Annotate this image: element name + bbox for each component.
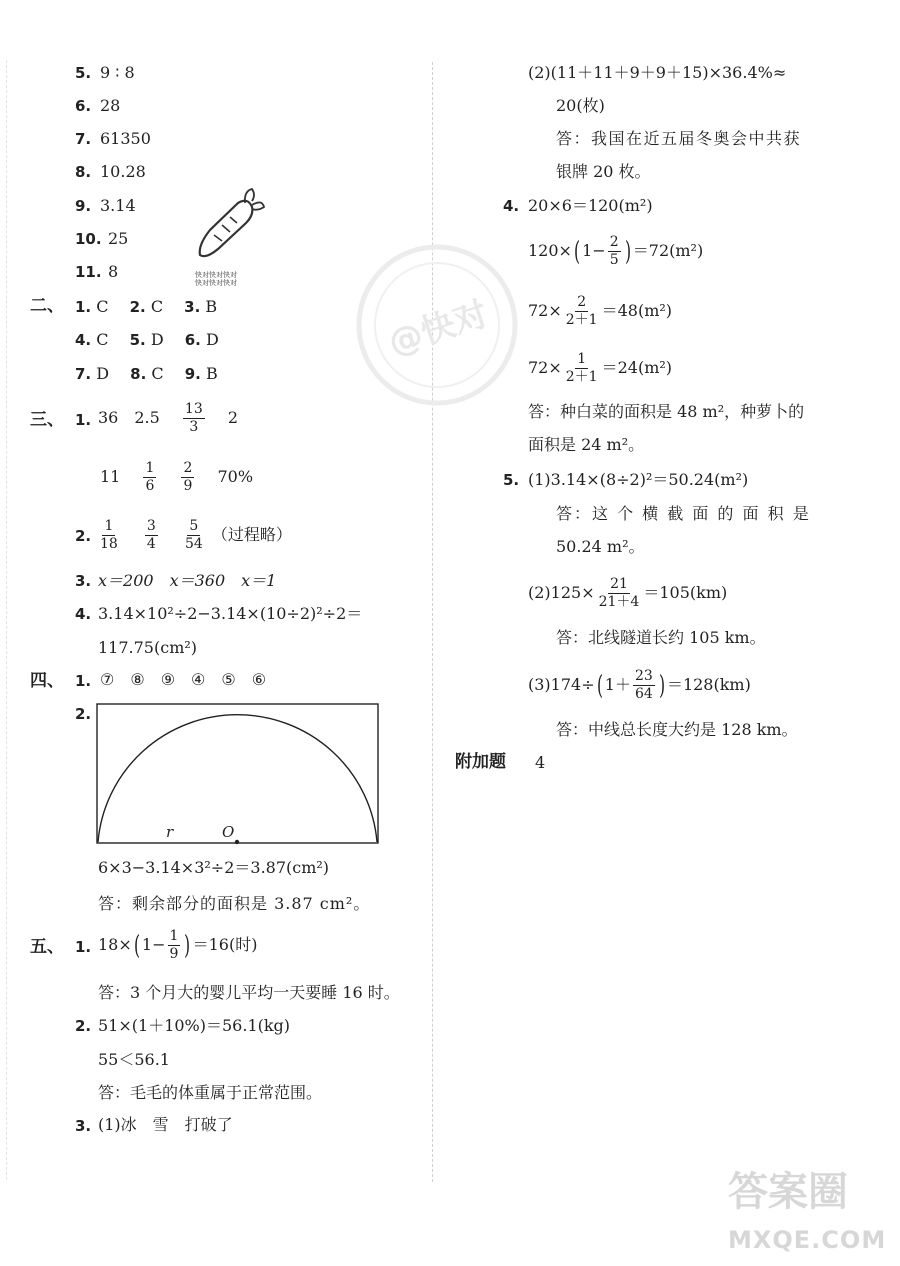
choice-row xyxy=(75,366,218,382)
q-number: 2. xyxy=(129,298,146,316)
q-number: 6. xyxy=(75,97,92,115)
q-number: 10. xyxy=(75,230,102,248)
q-number: 5. xyxy=(503,471,520,489)
calc-line: 55＜56.1 xyxy=(98,1050,170,1069)
answer-sentence: 答：这 个 横 截 面 的 面 积 是 xyxy=(556,504,811,523)
denominator: 2＋1 xyxy=(565,369,598,385)
denominator: 2＋1 xyxy=(565,312,598,328)
bonus-question-label: 附加题 xyxy=(455,752,506,772)
calc-line-fraction xyxy=(528,226,703,277)
mascot-caption-line: 快对快对快对 xyxy=(195,271,237,279)
q-number: 3. xyxy=(75,1117,92,1135)
semicircle-in-rectangle-diagram xyxy=(96,703,380,845)
denominator: 9 xyxy=(183,478,193,494)
q-number: 2. xyxy=(75,527,92,545)
right-paren: ) xyxy=(624,236,631,267)
fraction xyxy=(564,352,600,384)
right-paren: ) xyxy=(184,930,191,961)
numerator: 2 xyxy=(183,460,193,477)
calc-line-fraction xyxy=(528,286,672,336)
value: 36 xyxy=(98,408,119,427)
q-number: 3. xyxy=(75,572,92,590)
answer-sentence: 答：中线总长度大约是 128 km。 xyxy=(556,720,798,739)
calc-part: (3)174÷ xyxy=(528,675,595,694)
denominator: 18 xyxy=(100,536,118,552)
fraction xyxy=(564,295,600,327)
answer-text: 28 xyxy=(100,96,121,115)
answer-text: (1)冰 雪 打破了 xyxy=(98,1115,233,1134)
mascot-caption xyxy=(195,271,237,288)
calc-line: 20×6＝120(m²) xyxy=(528,196,653,215)
calc-part: 1− xyxy=(582,241,606,260)
calc-part: 72× xyxy=(528,301,562,320)
numerator: 1 xyxy=(145,460,155,477)
q-number: 1. xyxy=(75,938,92,956)
calc-part: ＝105(km) xyxy=(643,583,728,602)
calc-line-fraction xyxy=(528,660,751,711)
q-number: 3. xyxy=(184,298,201,316)
q-number: 1. xyxy=(75,411,92,429)
calc-line-fraction xyxy=(528,343,672,393)
left-paren: ( xyxy=(596,670,603,701)
fraction xyxy=(597,577,642,609)
calc-line: (2)(11＋11＋9＋9＋15)×36.4%≈ xyxy=(528,63,787,82)
q-number: 7. xyxy=(75,130,92,148)
q-number: 8. xyxy=(130,365,147,383)
numerator: 2 xyxy=(609,234,619,251)
answer-text: 9 ∶ 8 xyxy=(100,63,135,82)
choice-answer: D xyxy=(96,364,110,383)
choice-row xyxy=(75,332,219,348)
numerator: 13 xyxy=(184,401,203,418)
numerator: 1 xyxy=(104,518,114,535)
mascot-caption-line: 快对快对快对 xyxy=(195,279,237,288)
q-number: 1. xyxy=(75,672,92,690)
numerator: 21 xyxy=(610,576,628,593)
numerator: 5 xyxy=(189,518,199,535)
semicircle-arc xyxy=(98,715,377,842)
q-number: 1. xyxy=(75,298,92,316)
answer-sentence: 面积是 24 m²。 xyxy=(528,435,645,454)
numerator: 23 xyxy=(634,668,653,685)
q-number: 5. xyxy=(75,64,92,82)
calc-part: (2)125× xyxy=(528,583,595,602)
carrot-mascot-icon xyxy=(190,185,265,265)
calc-line: 51×(1＋10%)＝56.1(kg) xyxy=(98,1016,291,1035)
calc-line: 117.75(cm²) xyxy=(98,638,198,657)
choice-answer: B xyxy=(205,364,218,383)
watermark-stamp xyxy=(352,240,522,410)
watermark-text: @快对 xyxy=(383,294,493,364)
value: 2.5 xyxy=(134,408,160,427)
answer-text: 8 xyxy=(108,262,119,281)
q-number: 6. xyxy=(184,331,201,349)
numerator: 2 xyxy=(577,294,587,311)
answer-sentence: 50.24 m²。 xyxy=(556,537,645,556)
section-label: 四、 xyxy=(30,671,64,691)
center-point xyxy=(235,840,239,844)
numerator: 1 xyxy=(169,928,179,945)
calc-line: 6×3−3.14×3²÷2＝3.87(cm²) xyxy=(98,858,330,877)
left-paren: ( xyxy=(133,930,140,961)
q-number: 4. xyxy=(503,197,520,215)
q-number: 7. xyxy=(75,365,92,383)
calc-line: 3.14×10²÷2−3.14×(10÷2)²÷2＝ xyxy=(98,604,363,623)
calc-part: 120× xyxy=(528,241,572,260)
choice-answer: B xyxy=(205,297,218,316)
denominator: 3 xyxy=(189,419,199,435)
q-number: 2. xyxy=(75,1017,92,1035)
denominator: 9 xyxy=(169,946,179,962)
fraction xyxy=(608,235,621,267)
answer-sentence: 答：剩余部分的面积是 3.87 cm²。 xyxy=(98,894,371,913)
calc-part: ＝72(m²) xyxy=(632,241,704,260)
left-paren: ( xyxy=(573,236,581,267)
calc-part: ＝48(m²) xyxy=(601,301,673,320)
value: 11 xyxy=(100,467,121,486)
answer-sentence: 答：3 个月大的婴儿平均一天要睡 16 时。 xyxy=(98,983,400,1002)
equation-solutions: x＝200 x＝360 x＝1 xyxy=(98,571,277,590)
q1-row2 xyxy=(100,452,253,502)
numerator: 3 xyxy=(146,518,156,535)
fraction xyxy=(181,461,194,493)
q-number: 11. xyxy=(75,263,102,281)
denominator: 6 xyxy=(145,478,155,494)
fraction xyxy=(183,402,205,434)
choice-row xyxy=(75,299,217,315)
value: 2 xyxy=(227,408,239,427)
calc-part: 72× xyxy=(528,358,562,377)
answer-text: 61350 xyxy=(100,129,151,148)
calc-part: ＝24(m²) xyxy=(601,358,673,377)
choice-answer: C xyxy=(96,330,109,349)
left-margin-line xyxy=(6,60,7,1180)
numerator: 1 xyxy=(577,351,587,368)
choice-answer: C xyxy=(150,297,164,316)
order-answer: ⑦ ⑧ ⑨ ④ ⑤ ⑥ xyxy=(100,670,267,689)
denominator: 54 xyxy=(184,536,203,552)
right-paren: ) xyxy=(658,670,665,701)
choice-answer: C xyxy=(96,297,109,316)
fraction xyxy=(145,519,158,551)
q-number: 4. xyxy=(75,331,92,349)
answer-sentence: 答：我国在近五届冬奥会中共获 xyxy=(556,129,802,148)
choice-answer: D xyxy=(150,330,164,349)
fraction xyxy=(143,461,156,493)
calc-part: 1＋ xyxy=(604,675,631,694)
q-number: 8. xyxy=(75,163,92,181)
q-number: 9. xyxy=(184,365,201,383)
q2-row xyxy=(96,510,292,560)
fraction xyxy=(98,519,120,551)
answer-text: 10.28 xyxy=(100,162,146,181)
calc-line: 20(枚) xyxy=(556,96,605,115)
denominator: 21＋4 xyxy=(598,594,640,610)
calc-part: ＝16(时) xyxy=(192,935,258,954)
site-logo-top: 答案圈 xyxy=(728,1169,848,1215)
bonus-answer: 4 xyxy=(535,753,546,772)
center-label: O xyxy=(222,823,235,841)
answer-sentence: 答：北线隧道长约 105 km。 xyxy=(556,628,766,647)
answer-sentence: 银牌 20 枚。 xyxy=(556,162,651,181)
q-number: 2. xyxy=(75,705,92,723)
radius-label: r xyxy=(166,823,174,841)
q-number: 5. xyxy=(129,331,146,349)
q-number: 4. xyxy=(75,605,92,623)
section-label: 五、 xyxy=(30,937,64,957)
calc-part: ＝128(km) xyxy=(666,675,751,694)
rectangle-shape xyxy=(97,704,378,843)
choice-answer: C xyxy=(151,364,164,383)
answer-sentence: 答：毛毛的体重属于正常范围。 xyxy=(98,1083,323,1102)
denominator: 64 xyxy=(634,686,653,702)
column-divider xyxy=(432,62,433,1182)
calc-line: (1)3.14×(8÷2)²＝50.24(m²) xyxy=(528,470,749,489)
site-logo-bottom: MXQE.COM xyxy=(728,1226,887,1254)
section-label: 二、 xyxy=(30,296,64,316)
denominator: 4 xyxy=(146,536,156,552)
calc-part: 1− xyxy=(141,935,166,954)
calc-line-fraction xyxy=(528,568,727,618)
note-text: （过程略） xyxy=(211,525,292,544)
fraction xyxy=(633,669,655,701)
fraction xyxy=(168,929,181,961)
answer-text: 3.14 xyxy=(100,196,136,215)
q1-calc xyxy=(98,920,257,971)
answer-sentence: 答：种白菜的面积是 48 m²，种萝卜的 xyxy=(528,402,805,421)
calc-part: 18× xyxy=(98,935,132,954)
q1-row1 xyxy=(98,395,238,441)
choice-answer: D xyxy=(205,330,219,349)
q-number: 9. xyxy=(75,197,92,215)
value: 70% xyxy=(217,467,254,486)
fraction xyxy=(183,519,205,551)
answer-text: 25 xyxy=(108,229,129,248)
section-label: 三、 xyxy=(30,410,64,430)
denominator: 5 xyxy=(609,252,619,268)
